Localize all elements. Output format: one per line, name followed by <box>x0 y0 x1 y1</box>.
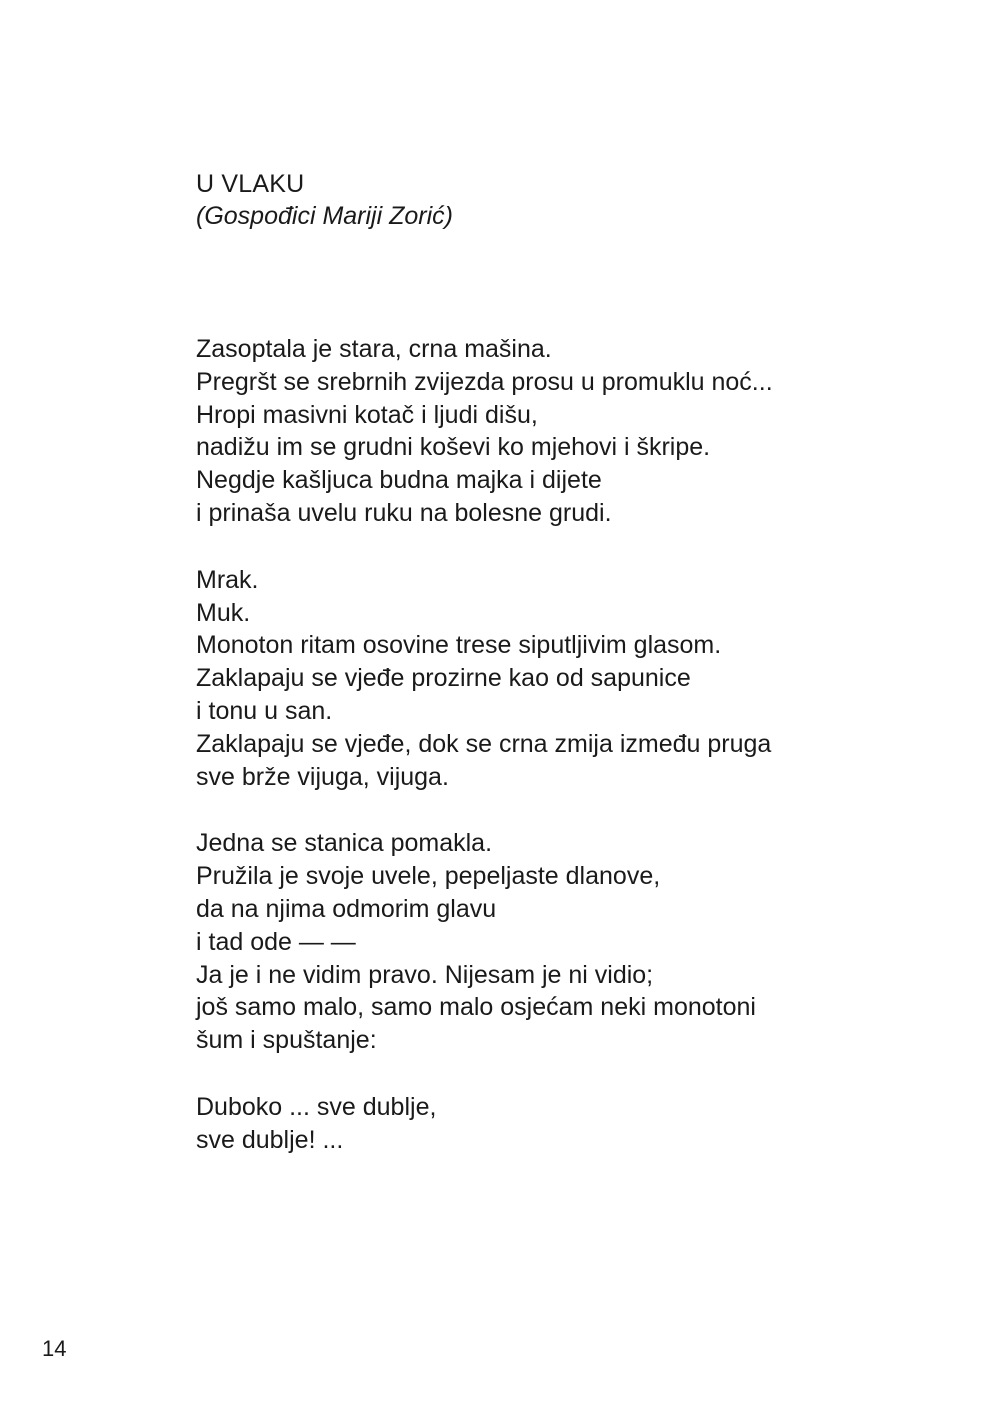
poem-line: Hropi masivni kotač i ljudi dišu, <box>196 400 538 429</box>
poem-line: Zasoptala je stara, crna mašina. <box>196 335 552 363</box>
poem-line: sve brže vijuga, vijuga. <box>196 762 449 791</box>
poem-line: Jedna se stanica pomakla. <box>196 829 493 858</box>
poem-line: šum i spuštanje: <box>196 1026 377 1055</box>
poem-line: i tonu u san. <box>196 696 333 725</box>
poem-line: nadižu im se grudni koševi ko mjehovi i škripe. <box>196 433 711 462</box>
poem-line: i tad ode — — <box>196 927 356 956</box>
poem-line: Negdje kašljuca budna majka i dijete <box>196 466 602 495</box>
poem-line: i prinaša uvelu ruku na bolesne grudi. <box>196 498 612 527</box>
poem-line: Ja je i ne vidim pravo. Nijesam je ni vidio; <box>196 960 654 989</box>
stanza-2 <box>196 564 916 794</box>
poem-line: Zaklapaju se vjeđe, dok se crna zmija između pruga <box>196 729 772 758</box>
stanza-4 <box>196 1091 916 1157</box>
poem-line: Mrak. <box>196 565 259 594</box>
poem-line: sve dublje! ... <box>196 1125 344 1154</box>
poem-title: U VLAKU <box>196 170 305 198</box>
poem-line: Muk. <box>196 598 251 627</box>
poem-header <box>196 168 896 232</box>
poem-line: Duboko ... sve dublje, <box>196 1092 437 1121</box>
poem-body <box>196 333 916 1191</box>
poem-line: Pružila je svoje uvele, pepeljaste dlanove, <box>196 862 661 891</box>
stanza-3 <box>196 827 916 1057</box>
page-number: 14 <box>42 1336 67 1361</box>
poem-line: Monoton ritam osovine trese siputljivim glasom. <box>196 631 722 660</box>
stanza-1 <box>196 333 916 530</box>
poem-line: još samo malo, samo malo osjećam neki monotoni <box>196 993 756 1022</box>
poem-dedication: (Gospođici Mariji Zorić) <box>196 202 453 230</box>
poem-line: Pregršt se srebrnih zvijezda prosu u promuklu noć... <box>196 367 773 396</box>
poem-line: da na njima odmorim glavu <box>196 894 497 923</box>
poem-line: Zaklapaju se vjeđe prozirne kao od sapunice <box>196 664 691 693</box>
